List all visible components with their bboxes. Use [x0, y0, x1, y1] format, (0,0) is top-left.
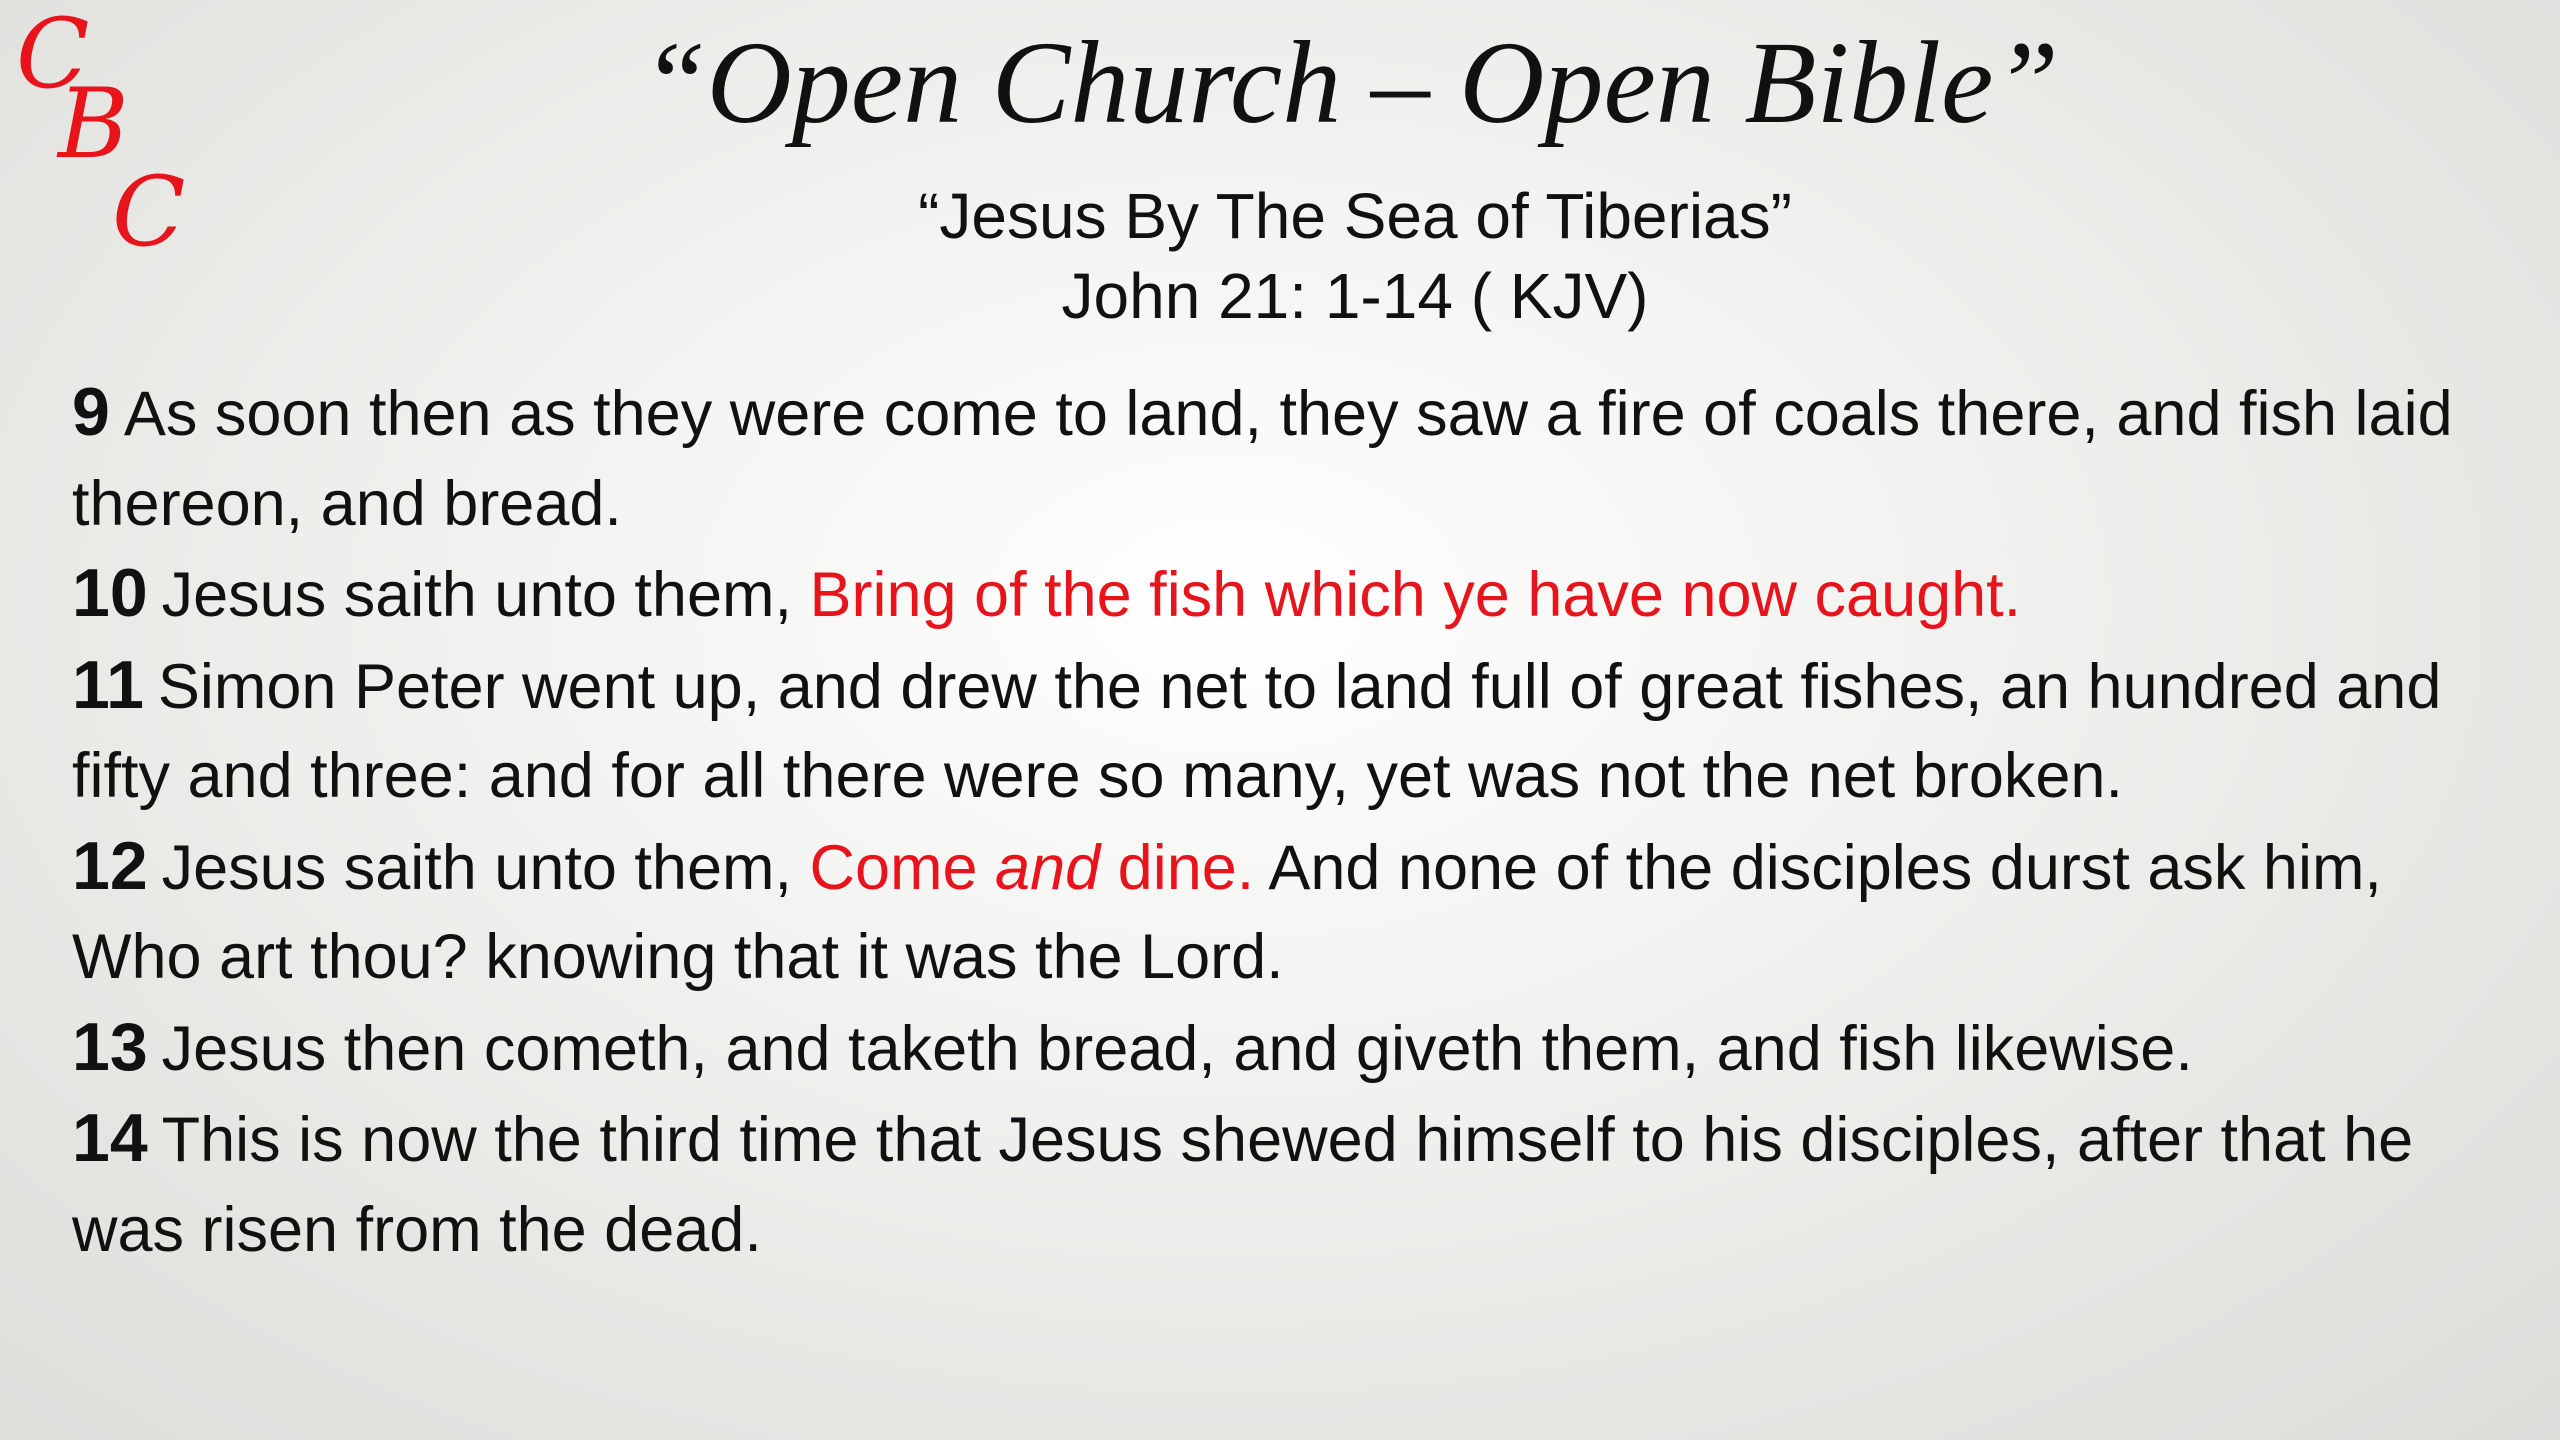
- logo-letter-c-top: C: [16, 0, 90, 110]
- verse-number: 13: [72, 1008, 148, 1085]
- verse-text: Jesus saith unto them,: [161, 832, 810, 903]
- verse-11: [72, 641, 2492, 822]
- verse-list: [72, 368, 2492, 1275]
- verse-9: [72, 368, 2492, 549]
- verse-number: 11: [72, 646, 144, 723]
- verse-13: [72, 1003, 2492, 1095]
- verse-number: 12: [72, 827, 148, 904]
- scripture-reference: John 21: 1-14 ( KJV): [1061, 260, 1649, 332]
- words-of-jesus: Bring of the fish which ye have now caught.: [809, 560, 2022, 630]
- verse-text: Jesus saith unto them,: [161, 560, 810, 630]
- passage-title: “Jesus By The Sea of Tiberias”: [918, 180, 1792, 252]
- words-of-jesus: Come: [809, 832, 996, 903]
- verse-number: 9: [72, 374, 110, 450]
- verse-number: 14: [72, 1100, 148, 1176]
- verse-10: [72, 549, 2492, 641]
- verse-text: Jesus then cometh, and taketh bread, and giveth them, and fish likewise.: [161, 1013, 2193, 1084]
- verse-number: 10: [72, 555, 148, 631]
- slide-subtitle: [0, 176, 2560, 336]
- verse-text: Simon Peter went up, and drew the net to land full of great fishes, an hundred and fifty and three: and for all there were so many, yet was not the net broken.: [72, 651, 2442, 811]
- words-of-jesus: dine.: [1100, 832, 1255, 903]
- verse-text: And none of the disciples durst ask him, Who art thou? knowing that it was the Lord.: [72, 832, 2382, 992]
- words-of-jesus-italic: and: [995, 832, 1101, 903]
- verse-12: [72, 822, 2492, 1003]
- logo-letter-c-bottom: C: [112, 156, 186, 268]
- verse-text: This is now the third time that Jesus shewed himself to his disciples, after that he was risen from the dead.: [72, 1105, 2414, 1265]
- logo-letter-b: B: [58, 68, 129, 180]
- verse-14: [72, 1094, 2492, 1275]
- slide-title: “Open Church – Open Bible”: [640, 17, 2060, 148]
- verse-text: As soon then as they were come to land, they saw a fire of coals there, and fish laid thereon, and bread.: [72, 379, 2453, 539]
